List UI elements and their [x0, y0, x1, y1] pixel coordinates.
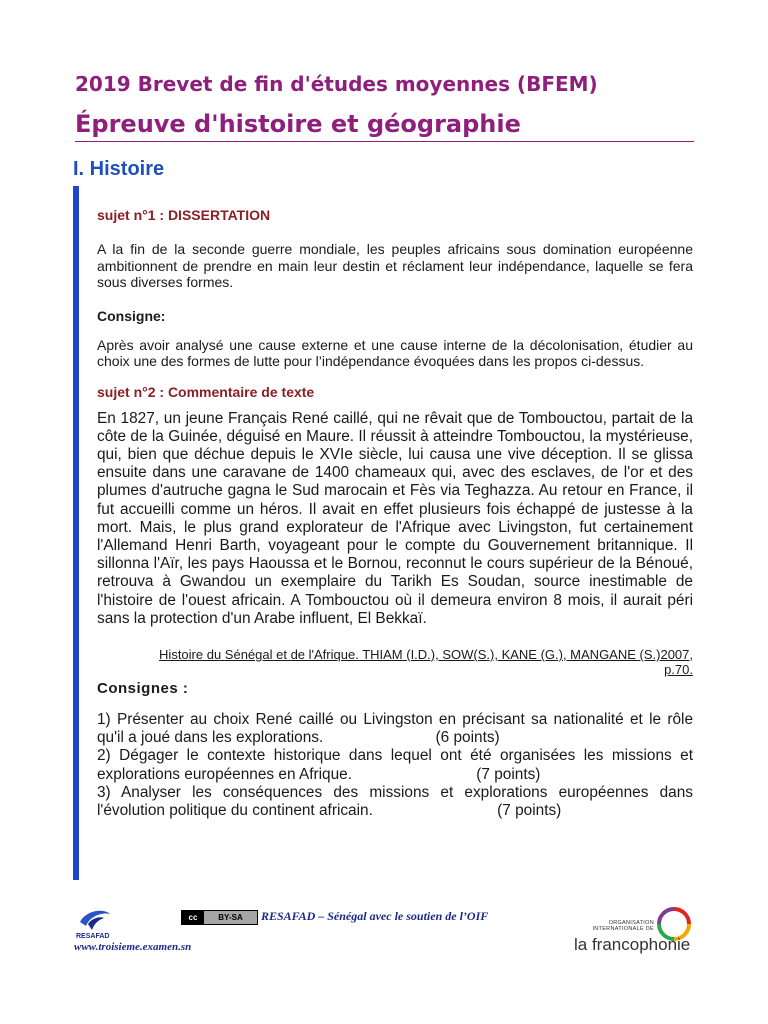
consigne-number: 3) — [97, 783, 111, 801]
oif-name: la francophonie — [574, 935, 691, 954]
consigne-text: Présenter au choix René caillé ou Livingston en précisant sa nationalité et le rôle qu'il a joué dans les explorations. — [97, 710, 693, 747]
title-divider — [75, 141, 694, 142]
source-page: p.70. — [664, 661, 693, 677]
consigne-points: (7 points) — [476, 765, 541, 783]
consigne-text: Dégager le contexte historique dans lequel ont été organisées les missions et explorations européennes en Afrique. — [97, 747, 694, 783]
footer-website[interactable]: www.troisieme.examen.sn — [74, 941, 192, 953]
page-subtitle: Épreuve d'histoire et géographie — [75, 110, 521, 138]
resafad-logo-icon — [74, 906, 114, 940]
consigne-points: (7 points) — [497, 801, 562, 819]
subject1-consigne-label: Consigne: — [97, 307, 166, 324]
resafad-logo-text: RESAFAD — [76, 933, 110, 940]
footer-credit: RESAFAD – Sénégal avec le soutien de l’OIF — [261, 909, 489, 923]
consigne-number: 2) — [97, 747, 111, 765]
consigne-points: (6 points) — [435, 729, 500, 747]
subject1-text: A la fin de la seconde guerre mondiale, les peuples africains sous domination européenne ambitionnent de prendre en main leur destin et réclament leur indépendance, laquelle se fera sous diverses formes. — [97, 241, 693, 290]
exam-content — [97, 207, 693, 820]
list-item — [97, 747, 693, 783]
page-title: 2019 Brevet de fin d'études moyennes (BFEM) — [75, 72, 598, 96]
section-heading: I. Histoire — [73, 158, 165, 180]
list-item — [97, 784, 693, 820]
section-side-bar — [73, 186, 79, 880]
cc-license-badge[interactable] — [181, 910, 258, 925]
subject2-text: En 1827, un jeune Français René caillé, qui ne rêvait que de Tombouctou, partait de la côte de la Guinée, déguisé en Maure. Il réussit à atteindre Tombouctou, la mystérieuse, qui, bien que déchue depuis le XVIe siècle, lui causa une vive déception. Il se glissa ensuite dans une caravane de 1400 chameaux qui, avec des esclaves, de l'or et des plumes d'autruche gagna le Sud marocain et Fès via Teghazza. Au retour en France, il fut accueilli comme un héros. Il avait en effet plusieurs fois échappé de justesse à la mort. Mais, le plus grand explorateur de l'Afrique avec Livingston, fut certainement l'Allemand Henri Barth, voyageant pour le compte du Gouvernement britannique. Il sillonna l'Aïr, les pays Haoussa et le Bornou, reconnut le cours supérieur de la Bénoué, retrouva à Gwandou un exemplaire du Tarikh Es Soudan, source inestimable de l'histoire de l'ouest africain. A Tombouctou où il demeura environ 8 mois, il aurait péri sans la protection d'un Arabe influent, El Bekkaï. — [97, 409, 693, 627]
consigne-text: Analyser les conséquences des missions et explorations européennes dans l'évolution politique du continent africain. — [97, 783, 693, 819]
subject1-title: sujet n°1 : DISSERTATION — [97, 207, 271, 223]
cc-icon: cc — [182, 911, 204, 924]
source-main: Histoire du Sénégal et de l'Afrique. THIAM (I.D.), SOW(S.), KANE (G.), MANGANE (S.)2007, — [159, 646, 693, 662]
subject2-consignes-label: Consignes : — [97, 679, 189, 697]
subject1-consigne-text: Après avoir analysé une cause externe et une cause interne de la décolonisation, étudier au choix une des formes de lutte pour l’indépendance évoquées dans les propos ci-dessus. — [97, 336, 693, 369]
list-item — [97, 711, 693, 747]
subject2-title: sujet n°2 : Commentaire de texte — [97, 383, 315, 400]
consigne-number: 1) — [97, 710, 111, 728]
oif-organisation-label: ORGANISATION INTERNATIONALE DE — [592, 920, 654, 932]
source-citation — [97, 647, 693, 677]
consignes-list — [97, 711, 693, 820]
cc-by-sa-label: BY-SA — [204, 911, 257, 924]
